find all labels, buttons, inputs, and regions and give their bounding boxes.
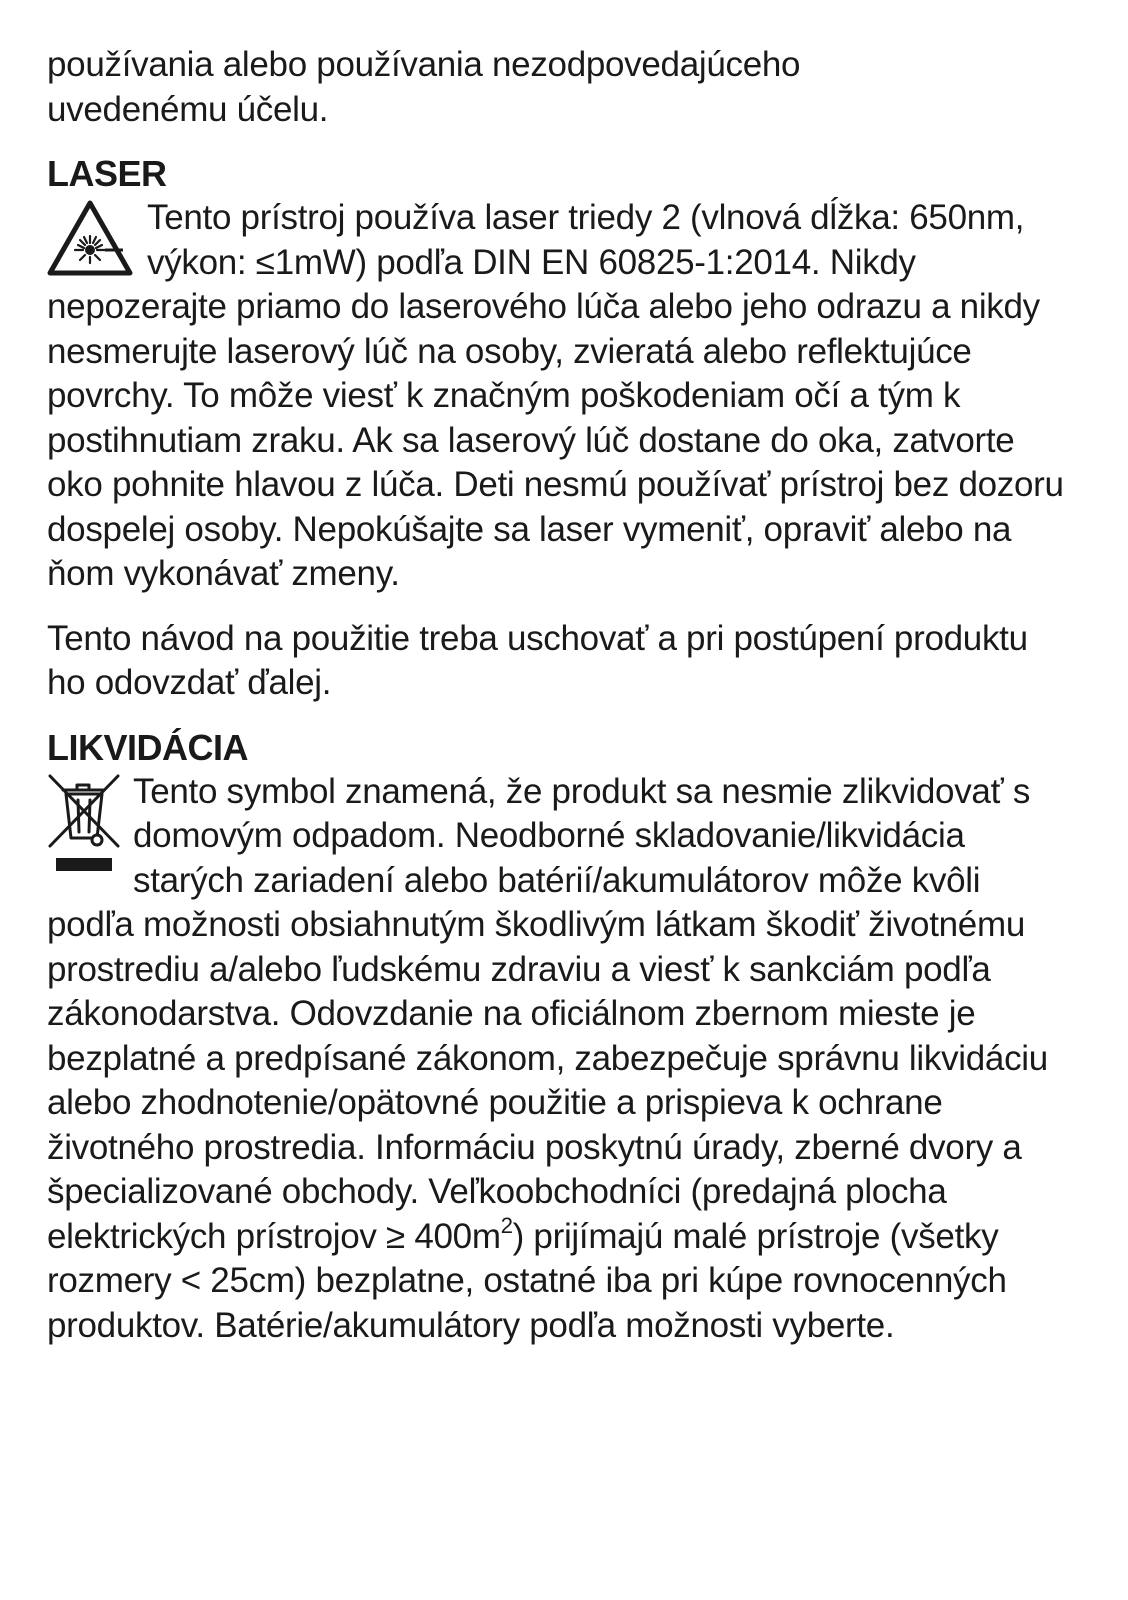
text-line: nesmerujte laserový lúč na osoby, zvieratá alebo reflektujúce bbox=[47, 331, 972, 371]
text-line: produktov. Batérie/akumulátory podľa možnosti vyberte. bbox=[47, 1305, 895, 1345]
document-page bbox=[47, 43, 1087, 1348]
text-fragment: elektrických prístrojov ≥ 400m bbox=[47, 1216, 501, 1256]
text-line: životného prostredia. Informáciu poskytnú úrady, zberné dvory a bbox=[47, 1127, 1022, 1167]
text-line: Tento návod na použitie treba uschovať a pri postúpení produktu bbox=[47, 618, 1028, 658]
text-line: dospelej osoby. Nepokúšajte sa laser vymeniť, opraviť alebo na bbox=[47, 509, 1012, 549]
text-line: zákonodarstva. Odovzdanie na oficiálnom zbernom mieste je bbox=[47, 994, 976, 1033]
text-line: nepozerajte priamo do laserového lúča alebo jeho odrazu a nikdy bbox=[47, 287, 1040, 326]
text-fragment: ) prijímajú malé prístroje (všetky bbox=[512, 1216, 999, 1256]
text-line: oko pohnite hlavou z lúča. Deti nesmú používať prístroj bez dozoru bbox=[47, 465, 1064, 504]
text-line bbox=[47, 1212, 1087, 1260]
text-line: starých zariadení alebo batérií/akumulátorov môže kvôli bbox=[133, 860, 981, 900]
text-line: špecializované obchody. Veľkoobchodníci (predajná plocha bbox=[47, 1172, 947, 1211]
disposal-paragraph bbox=[47, 770, 1087, 1349]
laser-paragraph bbox=[47, 196, 1087, 597]
text-line: Tento symbol znamená, že produkt sa nesmie zlikvidovať s bbox=[133, 771, 1031, 811]
disposal-heading: LIKVIDÁCIA bbox=[47, 726, 248, 768]
text-line: alebo zhodnotenie/opätovné použitie a prispieva k ochrane bbox=[47, 1083, 943, 1122]
text-line: podľa možnosti obsiahnutým škodlivým látkam škodiť životnému bbox=[47, 905, 1025, 944]
text-line: rozmery < 25cm) bezplatne, ostatné iba pri kúpe rovnocenných bbox=[47, 1261, 1007, 1300]
superscript: 2 bbox=[500, 1212, 513, 1238]
text-line: používania alebo používania nezodpovedajúceho bbox=[47, 45, 801, 84]
disposal-section bbox=[47, 770, 1087, 1349]
intro-paragraph bbox=[47, 43, 1087, 132]
crossed-out-wheelie-bin-icon bbox=[47, 772, 121, 882]
text-line: uvedenému účelu. bbox=[47, 89, 329, 129]
text-line: bezplatné a predpísané zákonom, zabezpečuje správnu likvidáciu bbox=[47, 1038, 1048, 1078]
text-line: ňom vykonávať zmeny. bbox=[47, 554, 400, 593]
text-line: Tento prístroj používa laser triedy 2 (vlnová dĺžka: 650nm, bbox=[147, 198, 1025, 237]
manual-note-paragraph bbox=[47, 617, 1087, 706]
text-line: domovým odpadom. Neodborné skladovanie/likvidácia bbox=[133, 816, 965, 855]
laser-section bbox=[47, 196, 1087, 597]
text-line: povrchy. To môže viesť k značným poškodeniam očí a tým k bbox=[47, 376, 961, 415]
text-line: postihnutiam zraku. Ak sa laserový lúč dostane do oka, zatvorte bbox=[47, 420, 1015, 460]
laser-heading: LASER bbox=[47, 153, 167, 194]
text-line: ho odovzdať ďalej. bbox=[47, 663, 332, 702]
text-line: prostrediu a/alebo ľudskému zdraviu a viesť k sankciám podľa bbox=[47, 949, 991, 989]
text-line: výkon: ≤1mW) podľa DIN EN 60825-1:2014. Nikdy bbox=[147, 242, 916, 282]
laser-warning-icon bbox=[47, 200, 133, 276]
